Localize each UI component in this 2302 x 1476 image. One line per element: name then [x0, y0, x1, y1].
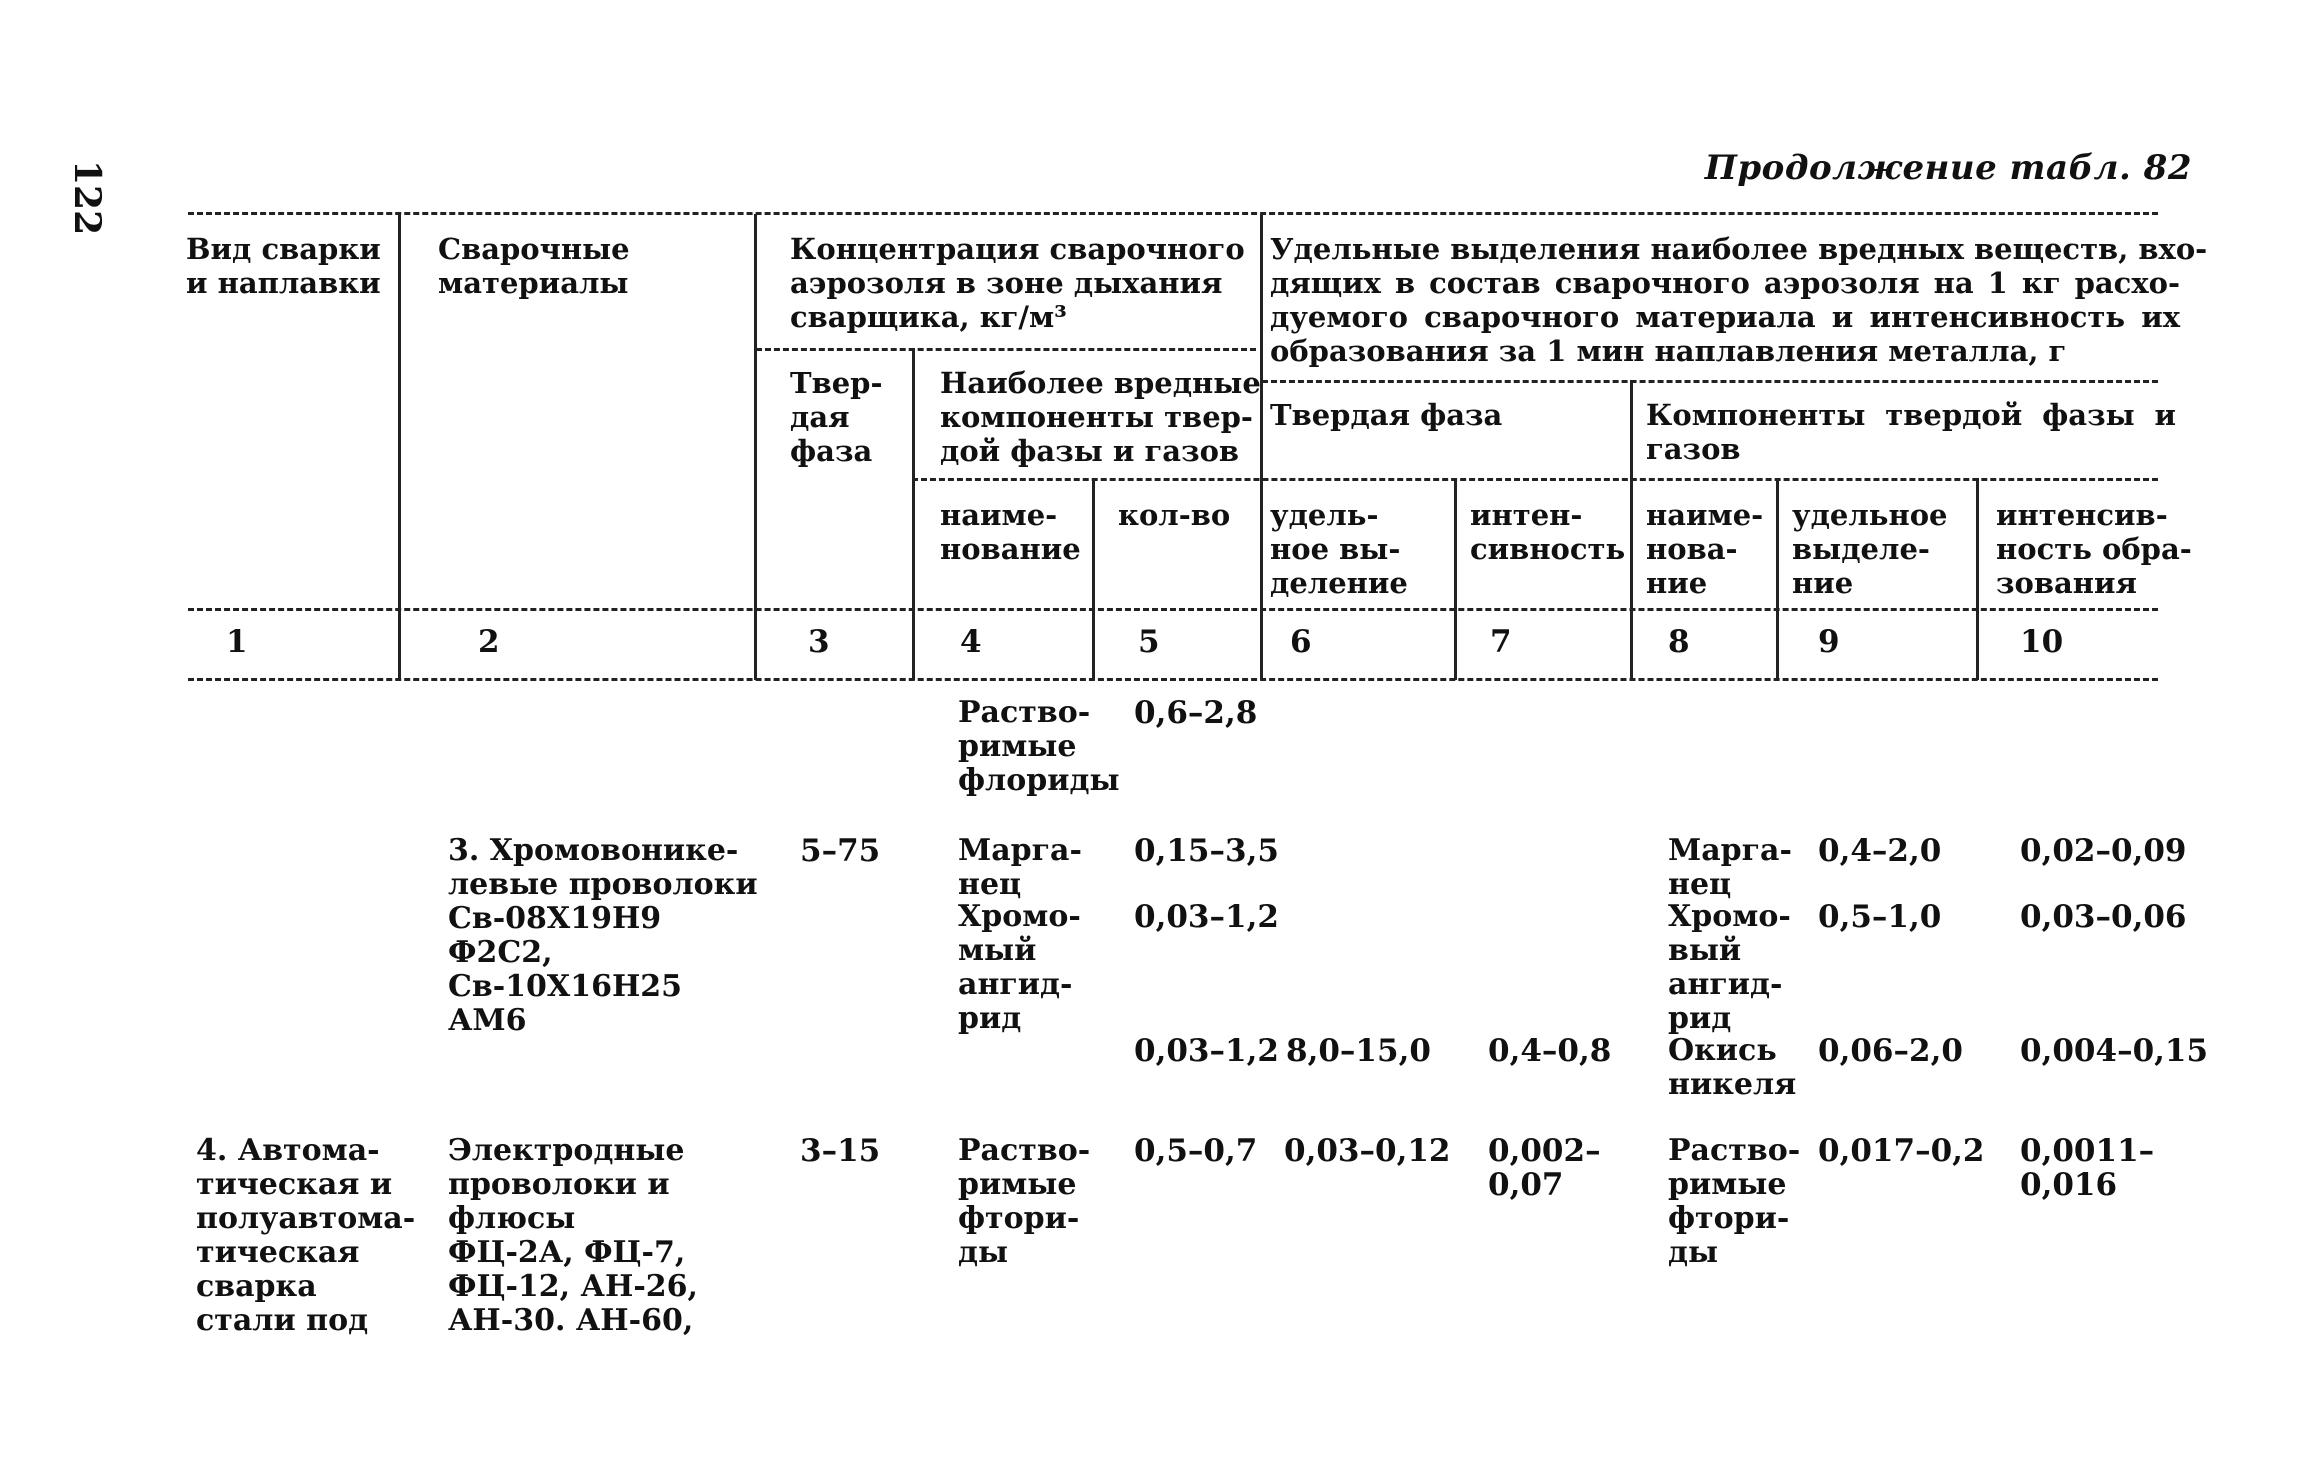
row1-specific-emission-2-chromic: 0,5–1,0: [1818, 899, 1942, 935]
row1-specific-emission: 8,0–15,0: [1286, 1033, 1431, 1069]
row1-welding-materials: 3. Хромовонике- левые проволоки Св-08Х19Н9 Ф2С2, Св-10Х16Н25 АМ6: [448, 833, 758, 1038]
header-components-line2: газов: [1646, 432, 1741, 466]
column-number: 2: [478, 624, 500, 660]
row2-solid-phase-conc: 3–15: [800, 1133, 881, 1169]
vrule-2: [754, 214, 757, 680]
row1-formation-intensity-manganese: 0,02–0,09: [2020, 833, 2187, 869]
header-component-name-2: наиме- нова- ние: [1646, 498, 1764, 600]
header-component-quantity: кол-во: [1118, 498, 1231, 532]
row2-specific-emission-2: 0,017–0,2: [1818, 1133, 1985, 1169]
row2-component-name-2: Раство- римые фтори- ды: [1668, 1133, 1801, 1270]
row2-welding-type: 4. Автома- тическая и полуавтома- тическая сварка стали под: [196, 1133, 416, 1338]
row1-component-name-2-nickel: Окись никеля: [1668, 1033, 1797, 1102]
row0-component-name: Раство- римые флориды: [958, 695, 1120, 798]
column-number: 5: [1138, 624, 1160, 660]
header-aerosol-concentration: Концентрация сварочного аэрозоля в зоне дыхания сварщика, кг/м³: [790, 232, 1245, 334]
row2-welding-materials: Электродные проволоки и флюсы ФЦ-2А, ФЦ-7, ФЦ-12, АН-26, АН-30. АН-60,: [448, 1133, 698, 1338]
header-bottom-rule: [188, 608, 2158, 611]
vrule-6: [1454, 478, 1457, 680]
header-harmful-components: Наиболее вредные компоненты твер- дой фазы и газов: [940, 366, 1261, 468]
row1-specific-emission-2-manganese: 0,4–2,0: [1818, 833, 1942, 869]
conc-group-rule: [756, 348, 1256, 351]
row1-quantity-chromic: 0,03–1,2: [1134, 899, 1279, 935]
row1-component-name-chromic: Хромо- мый ангид- рид: [958, 899, 1081, 1036]
vrule-8: [1776, 478, 1779, 680]
vrule-9: [1976, 478, 1979, 680]
subheader-rule: [912, 478, 2158, 481]
row1-component-name-2-manganese: Марга- нец: [1668, 833, 1792, 902]
header-specific-emission: удель- ное вы- деление: [1270, 498, 1408, 600]
header-solid-phase: Твердая фаза: [1270, 398, 1503, 432]
header-specific-emission-2: удельное выделе- ние: [1792, 498, 1948, 600]
table-top-rule: [188, 212, 2158, 215]
page-number: 122: [66, 160, 108, 236]
header-specific-emissions-line2: дящих в состав сварочного аэрозоля на 1 кг расхо-: [1270, 266, 2180, 300]
emission-group-rule: [1262, 380, 2158, 383]
table-caption: Продолжение табл. 82: [1704, 148, 2192, 188]
row2-component-name: Раство- римые фтори- ды: [958, 1133, 1091, 1270]
row1-component-name-manganese: Марга- нец: [958, 833, 1082, 902]
row1-quantity-nickel: 0,03–1,2: [1134, 1033, 1279, 1069]
header-formation-intensity: интенсив- ность обра- зования: [1996, 498, 2192, 600]
row1-specific-emission-2-nickel: 0,06–2,0: [1818, 1033, 1963, 1069]
header-specific-emissions-line4: образования за 1 мин наплавления металла, г: [1270, 334, 2067, 368]
row0-component-quantity: 0,6–2,8: [1134, 695, 1258, 731]
vrule-3: [912, 348, 915, 680]
column-number: 7: [1490, 624, 1512, 660]
row1-quantity-manganese: 0,15–3,5: [1134, 833, 1279, 869]
header-components-line1: Компоненты твердой фазы и: [1646, 398, 2176, 432]
row1-solid-phase-conc: 5–75: [800, 833, 881, 869]
numbers-bottom-rule: [188, 678, 2158, 681]
header-solid-phase-conc: Твер- дая фаза: [790, 366, 883, 468]
vrule-4: [1092, 478, 1095, 680]
row1-component-name-2-chromic: Хромо- вый ангид- рид: [1668, 899, 1791, 1036]
column-number: 6: [1290, 624, 1312, 660]
vrule-7: [1630, 380, 1633, 680]
row2-component-quantity: 0,5–0,7: [1134, 1133, 1258, 1169]
row1-formation-intensity-nickel: 0,004–0,15: [2020, 1033, 2209, 1069]
row1-formation-intensity-chromic: 0,03–0,06: [2020, 899, 2187, 935]
column-number: 9: [1818, 624, 1840, 660]
header-component-name: наиме- нование: [940, 498, 1081, 566]
column-number: 8: [1668, 624, 1690, 660]
column-number: 1: [226, 624, 248, 660]
row2-formation-intensity: 0,0011– 0,016: [2020, 1133, 2155, 1203]
header-welding-type: Вид сварки и наплавки: [186, 232, 381, 300]
row2-specific-emission: 0,03–0,12: [1284, 1133, 1451, 1169]
header-specific-emissions-line1: Удельные выделения наиболее вредных веществ, вхо-: [1270, 232, 2208, 266]
column-number: 10: [2020, 624, 2064, 660]
header-intensity: интен- сивность: [1470, 498, 1626, 566]
header-specific-emissions-line3: дуемого сварочного материала и интенсивность их: [1270, 300, 2180, 334]
row2-intensity: 0,002– 0,07: [1488, 1133, 1601, 1203]
column-number: 3: [808, 624, 830, 660]
column-number: 4: [960, 624, 982, 660]
header-welding-materials: Сварочные материалы: [438, 232, 630, 300]
vrule-1: [398, 214, 401, 680]
row1-intensity: 0,4–0,8: [1488, 1033, 1612, 1069]
